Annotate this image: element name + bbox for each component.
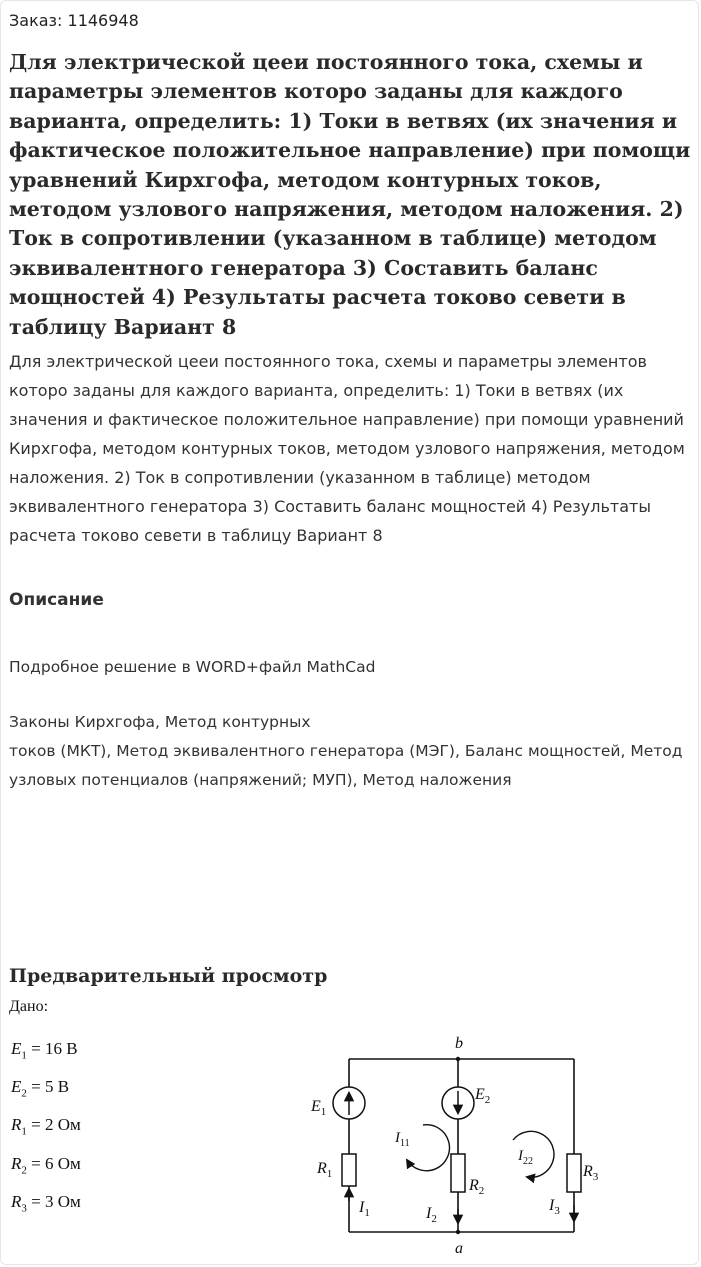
source-e1-symbol [333,1087,365,1119]
loop-current-1-label: $I_{11}$ [395,1130,410,1149]
task-description: Для электрической цееи постоянного тока, схемы и параметры элементов которо заданы для каждого варианта, определить: 1) Токи в ветвях (их значения и фактическое положительное направление) при помощи уравнений Кирхгофа, методом контурных токов, методом узлового напряжения, методом наложения. 2) Ток в сопротивлении (указанном в таблице) методом эквивалентного генератора 3) Составить баланс мощностей 4) Результаты расчета токово севети в таблицу Вариант 8 [9,352,685,545]
resistor-r3-symbol [567,1154,581,1192]
node-a-dot [456,1230,460,1234]
preview-heading: Предварительный просмотр [9,965,328,987]
node-a-label: a [455,1240,463,1257]
given-e1: $E_1 = 16$ В [11,1039,78,1062]
methods-line-1: Законы Кирхгофа, Метод контурных [9,713,311,731]
i1-label: $I_1$ [359,1199,370,1219]
e1-label: $E_1$ [311,1098,327,1118]
given-label: Дано: [9,998,49,1015]
order-number: Заказ: 1146948 [9,11,139,30]
i3-label: $I_3$ [549,1197,560,1217]
node-b-dot [456,1057,460,1061]
i2-label: $I_2$ [426,1205,437,1225]
page-title: Для электрической цееи постоянного тока, схемы и параметры элементов которо заданы для каждого варианта, определить: 1) Токи в ветвях (их значения и фактическое положительное направление) при помощи уравнений Кирхгофа, методом контурных токов, методом узлового напряжения, методом наложения. 2) Ток в сопротивлении (указанном в таблице) методом эквивалентного генератора 3) Составить баланс мощностей 4) Результаты расчета токово севети в таблицу Вариант 8 [9,50,691,339]
node-b-label: b [455,1035,463,1052]
circuit-diagram [301,1029,601,1259]
solution-format: Подробное решение в WORD+файл MathCad [9,658,376,676]
source-e2-symbol [442,1087,474,1119]
r1-label: $R_1$ [317,1160,333,1180]
given-r3: $R_3 = 3$ Ом [11,1192,81,1215]
loop-current-2-label: $I_{22}$ [518,1148,533,1167]
e2-label: $E_2$ [475,1086,491,1106]
given-r2: $R_2 = 6$ Ом [11,1154,81,1177]
r2-label: $R_2$ [469,1177,485,1197]
resistor-r2-symbol [451,1154,465,1192]
methods-line-2: токов (МКТ), Метод эквивалентного генератора (МЭГ), Баланс мощностей, Метод узловых потенциалов (напряжений; МУП), Метод наложения [9,742,683,789]
given-r1: $R_1 = 2$ Ом [11,1115,81,1138]
loop-current-1-arrow [407,1125,449,1171]
given-e2: $E_2 = 5$ В [11,1077,70,1100]
circuit-wires [349,1059,574,1232]
description-heading: Описание [9,590,104,610]
r3-label: $R_3$ [583,1163,599,1183]
resistor-r1-symbol [342,1154,356,1186]
methods-text [9,708,689,795]
